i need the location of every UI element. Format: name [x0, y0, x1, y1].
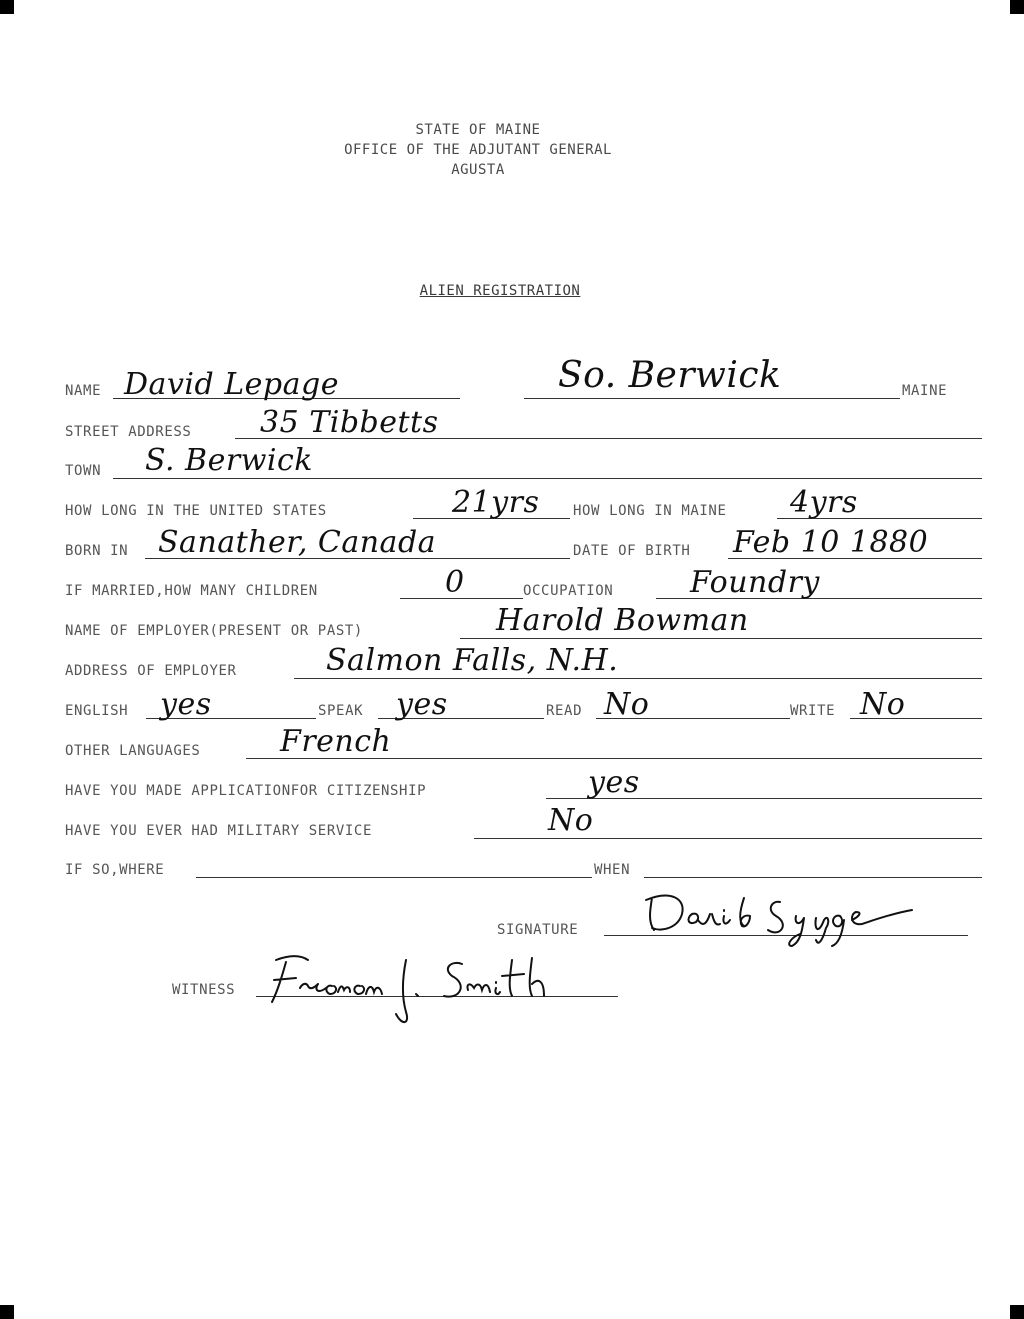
- occupation-label: OCCUPATION: [523, 583, 614, 599]
- citizenship-label: HAVE YOU MADE APPLICATIONFOR CITIZENSHIP: [65, 783, 427, 799]
- employer-address-value: Salmon Falls, N.H.: [326, 643, 619, 678]
- how-long-us-value: 21yrs: [452, 485, 540, 520]
- header-office: OFFICE OF THE ADJUTANT GENERAL: [344, 142, 612, 158]
- employer-line: [460, 638, 982, 639]
- english-value: yes: [160, 687, 212, 722]
- if-so-where-line: [196, 877, 592, 878]
- speak-value: yes: [396, 687, 448, 722]
- maine-label: MAINE: [902, 383, 948, 399]
- military-value: No: [548, 803, 594, 838]
- scan-corner-mark: [1010, 0, 1024, 14]
- scan-corner-mark: [1010, 1305, 1024, 1319]
- form-title: ALIEN REGISTRATION: [419, 283, 581, 299]
- employer-value: Harold Bowman: [496, 603, 749, 638]
- street-value: 35 Tibbetts: [260, 405, 439, 440]
- read-value: No: [604, 687, 650, 722]
- date-of-birth-value: Feb 10 1880: [733, 525, 929, 560]
- other-languages-label: OTHER LANGUAGES: [65, 743, 201, 759]
- city-value: So. Berwick: [558, 355, 782, 396]
- town-label: TOWN: [65, 463, 102, 479]
- other-languages-value: French: [280, 724, 392, 759]
- english-label: ENGLISH: [65, 703, 129, 719]
- scan-corner-mark: [0, 0, 14, 14]
- street-label: STREET ADDRESS: [65, 424, 192, 440]
- citizenship-value: yes: [588, 765, 640, 800]
- scan-corner-mark: [0, 1305, 14, 1319]
- header-city: AGUSTA: [451, 162, 505, 178]
- name-label: NAME: [65, 383, 102, 399]
- if-so-where-label: IF SO,WHERE: [65, 862, 165, 878]
- witness-signature-image: [256, 940, 586, 1026]
- signature-label: SIGNATURE: [497, 922, 579, 938]
- employer-address-label: ADDRESS OF EMPLOYER: [65, 663, 237, 679]
- children-value: 0: [445, 565, 465, 600]
- children-label: IF MARRIED,HOW MANY CHILDREN: [65, 583, 318, 599]
- header-state: STATE OF MAINE: [415, 122, 541, 138]
- when-label: WHEN: [594, 862, 631, 878]
- date-of-birth-label: DATE OF BIRTH: [573, 543, 691, 559]
- witness-label: WITNESS: [172, 982, 236, 998]
- town-value: S. Berwick: [145, 443, 313, 478]
- city-line: [524, 398, 900, 399]
- military-line: [474, 838, 982, 839]
- name-value: David Lepage: [124, 367, 339, 402]
- born-in-label: BORN IN: [65, 543, 129, 559]
- signature-image: [640, 880, 930, 950]
- military-label: HAVE YOU EVER HAD MILITARY SERVICE: [65, 823, 372, 839]
- born-in-value: Sanather, Canada: [158, 525, 437, 560]
- write-label: WRITE: [790, 703, 836, 719]
- how-long-maine-label: HOW LONG IN MAINE: [573, 503, 727, 519]
- speak-label: SPEAK: [318, 703, 364, 719]
- town-line: [113, 478, 982, 479]
- how-long-us-label: HOW LONG IN THE UNITED STATES: [65, 503, 327, 519]
- employer-address-line: [294, 678, 982, 679]
- employer-label: NAME OF EMPLOYER(PRESENT OR PAST): [65, 623, 363, 639]
- when-line: [644, 877, 982, 878]
- how-long-maine-value: 4yrs: [790, 485, 858, 520]
- write-value: No: [860, 687, 906, 722]
- occupation-value: Foundry: [690, 565, 820, 600]
- read-label: READ: [546, 703, 583, 719]
